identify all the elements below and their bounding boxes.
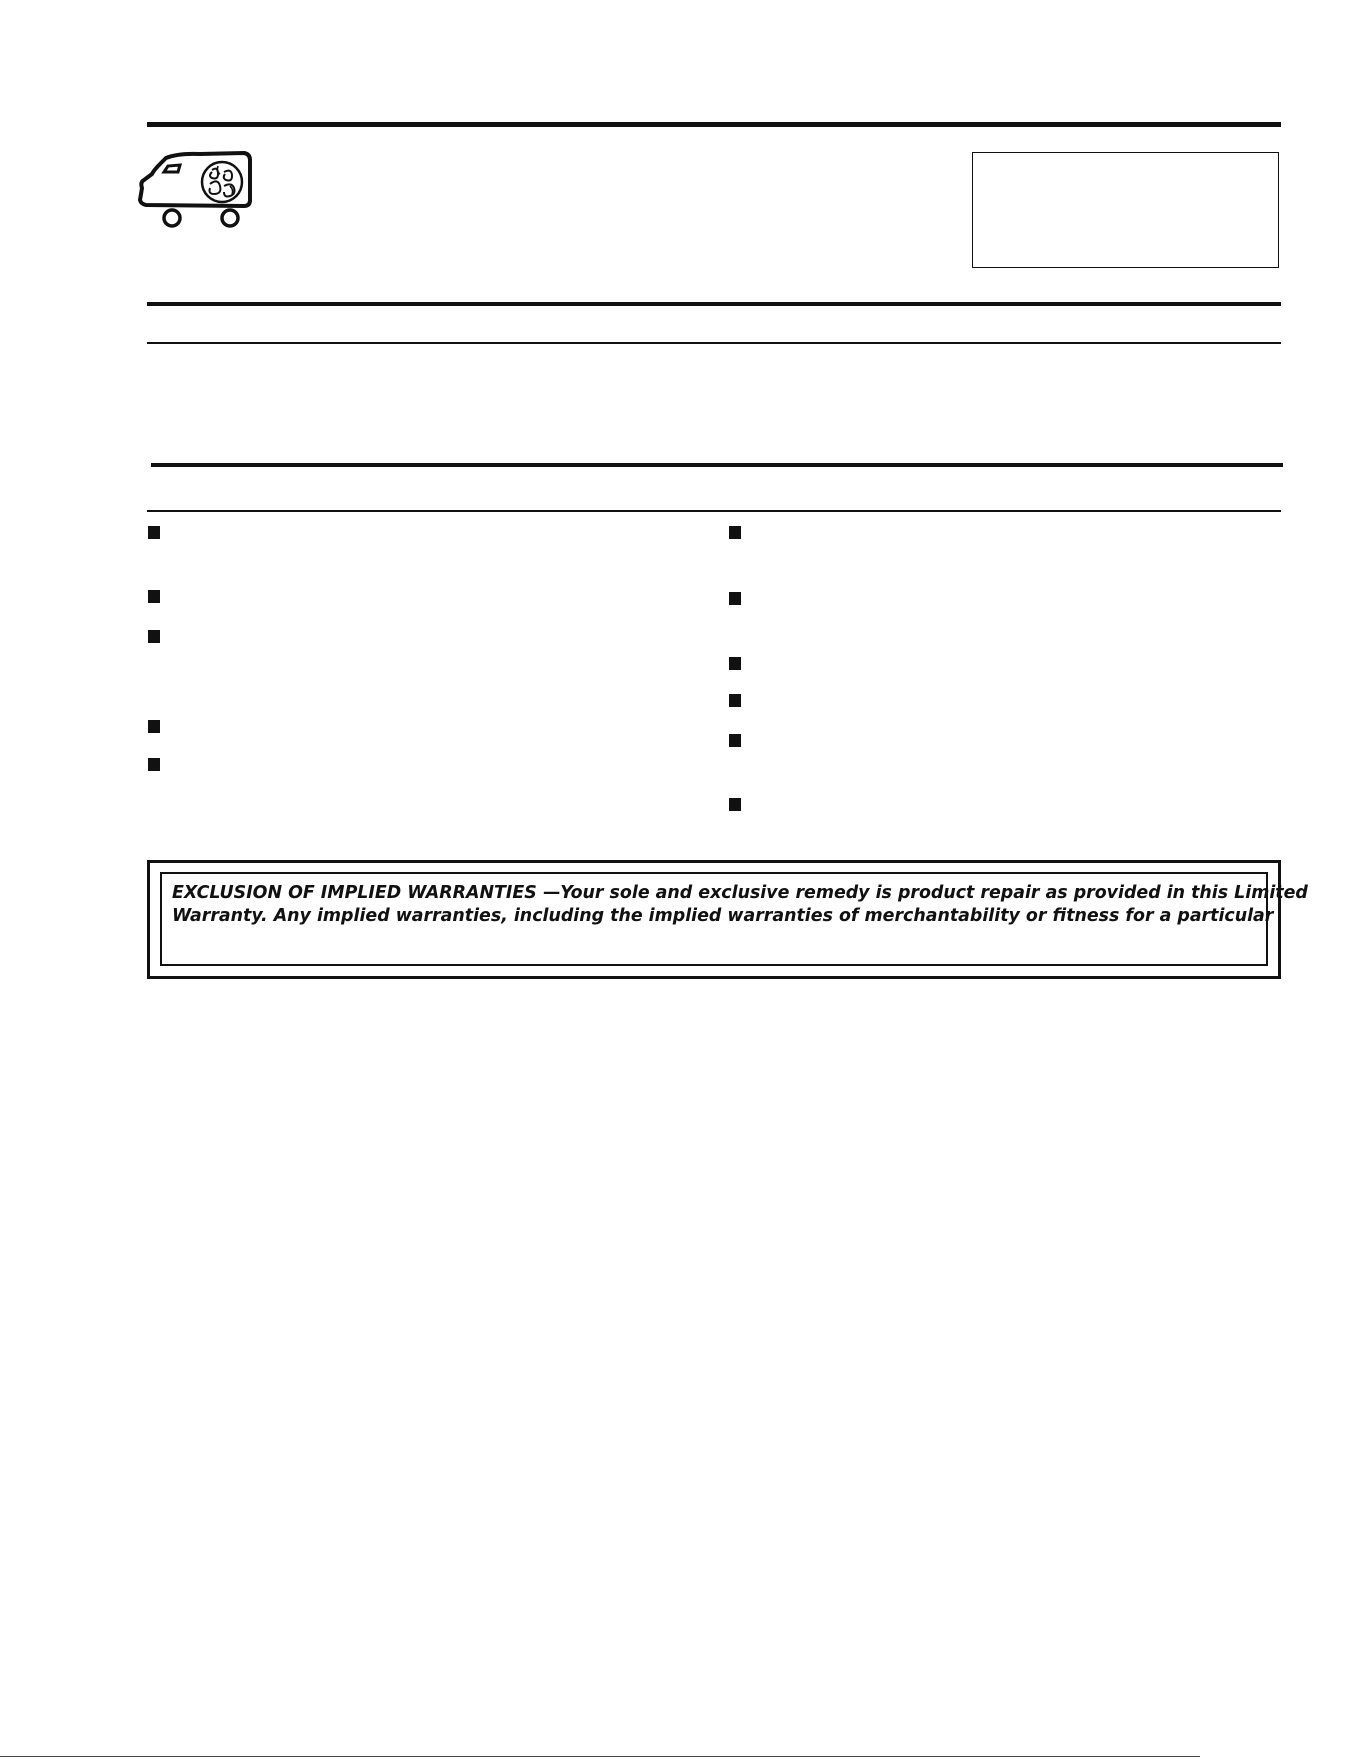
- list-bullet-left-4: [148, 720, 160, 733]
- list-bullet-right-4: [729, 694, 741, 707]
- list-bullet-right-5: [729, 734, 741, 747]
- header-top-rule: [147, 122, 1281, 127]
- ge-service-truck-icon: [138, 148, 258, 230]
- exclusion-line-1: Your sole and exclusive remedy is product repair as provided in this Limited: [560, 883, 1308, 903]
- list-bullet-right-3: [729, 657, 741, 670]
- page-bottom-rule: [0, 1756, 1200, 1757]
- exclusion-of-implied-warranties-text: [172, 882, 1308, 928]
- exclusion-dash: —: [542, 883, 561, 903]
- section-rule-2: [147, 342, 1281, 344]
- list-bullet-left-2: [148, 590, 160, 603]
- exclusion-line-2: Warranty. Any implied warranties, including the implied warranties of merchantability or fitness for a particular: [172, 906, 1274, 926]
- section-rule-3: [151, 463, 1283, 467]
- section-rule-4: [147, 510, 1281, 512]
- exclusion-heading: EXCLUSION OF IMPLIED WARRANTIES: [172, 883, 537, 903]
- list-bullet-left-5: [148, 758, 160, 771]
- list-bullet-left-3: [148, 630, 160, 643]
- section-rule-1: [147, 302, 1281, 306]
- staple-receipt-box: [972, 152, 1279, 268]
- list-bullet-right-1: [729, 526, 741, 539]
- list-bullet-right-2: [729, 592, 741, 605]
- list-bullet-left-1: [148, 526, 160, 539]
- list-bullet-right-6: [729, 798, 741, 811]
